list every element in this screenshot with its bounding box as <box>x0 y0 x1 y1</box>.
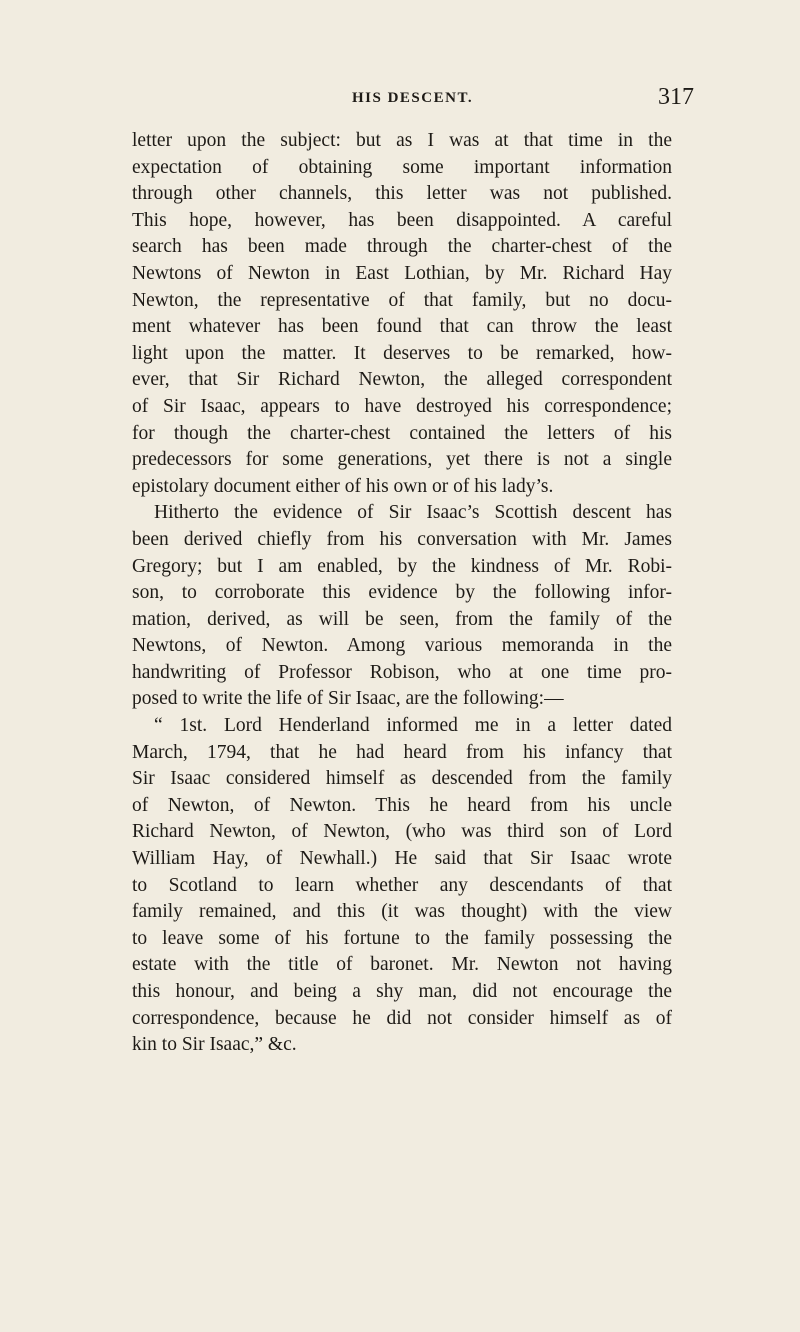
text-line: posed to write the life of Sir Isaac, are the following:— <box>132 688 564 710</box>
text-line: Newtons of Newton in East Lothian, by Mr. Richard Hay <box>132 262 672 284</box>
text-line: estate with the title of baronet. Mr. Newton not having <box>132 954 672 976</box>
text-line: light upon the matter. It deserves to be remarked, how- <box>132 342 672 364</box>
text-line: This hope, however, has been disappointed. A careful <box>132 209 672 231</box>
text-line: predecessors for some generations, yet there is not a single <box>132 449 672 471</box>
text-line: expectation of obtaining some important information <box>132 156 672 178</box>
text-line: Gregory; but I am enabled, by the kindness of Mr. Robi- <box>132 555 672 577</box>
text-line: of Newton, of Newton. This he heard from his uncle <box>132 794 672 816</box>
text-line: mation, derived, as will be seen, from the family of the <box>132 608 672 630</box>
paragraph <box>132 128 672 500</box>
text-line: ever, that Sir Richard Newton, the alleged correspondent <box>132 369 672 391</box>
text-line: Hitherto the evidence of Sir Isaac’s Scottish descent has <box>154 502 672 524</box>
page-number: 317 <box>658 84 694 110</box>
text-line: William Hay, of Newhall.) He said that Sir Isaac wrote <box>132 848 672 870</box>
text-line: letter upon the subject: but as I was at that time in the <box>132 130 672 151</box>
text-line: correspondence, because he did not consider himself as of <box>132 1007 672 1029</box>
text-line: kin to Sir Isaac,” &c. <box>132 1034 297 1056</box>
text-line: this honour, and being a shy man, did not encourage the <box>132 981 672 1002</box>
text-line: ment whatever has been found that can throw the least <box>132 316 672 338</box>
body-text <box>132 128 672 1059</box>
running-title: HIS DESCENT. <box>352 90 474 106</box>
text-line: to Scotland to learn whether any descendants of that <box>132 874 672 896</box>
text-line: been derived chiefly from his conversation with Mr. James <box>132 528 672 550</box>
running-head <box>0 84 800 114</box>
text-line: March, 1794, that he had heard from his infancy that <box>132 741 672 763</box>
paragraph <box>132 713 672 1059</box>
text-line: to leave some of his fortune to the family possessing the <box>132 927 672 949</box>
text-line: Sir Isaac considered himself as descended from the family <box>132 768 672 790</box>
text-line: handwriting of Professor Robison, who at one time pro- <box>132 661 672 683</box>
text-line: Richard Newton, of Newton, (who was third son of Lord <box>132 821 672 843</box>
paragraph <box>132 500 672 713</box>
text-line: family remained, and this (it was thought) with the view <box>132 901 672 923</box>
text-line: Newton, the representative of that family, but no docu- <box>132 289 672 311</box>
text-line: of Sir Isaac, appears to have destroyed his correspondence; <box>132 395 672 417</box>
text-line: “ 1st. Lord Henderland informed me in a letter dated <box>154 715 672 737</box>
text-line: for though the charter-chest contained the letters of his <box>132 422 672 444</box>
text-line: epistolary document either of his own or of his lady’s. <box>132 475 554 497</box>
text-line: search has been made through the charter-chest of the <box>132 236 672 258</box>
text-line: son, to corroborate this evidence by the following infor- <box>132 582 672 604</box>
text-line: through other channels, this letter was not published. <box>132 183 672 205</box>
text-line: Newtons, of Newton. Among various memoranda in the <box>132 635 672 657</box>
